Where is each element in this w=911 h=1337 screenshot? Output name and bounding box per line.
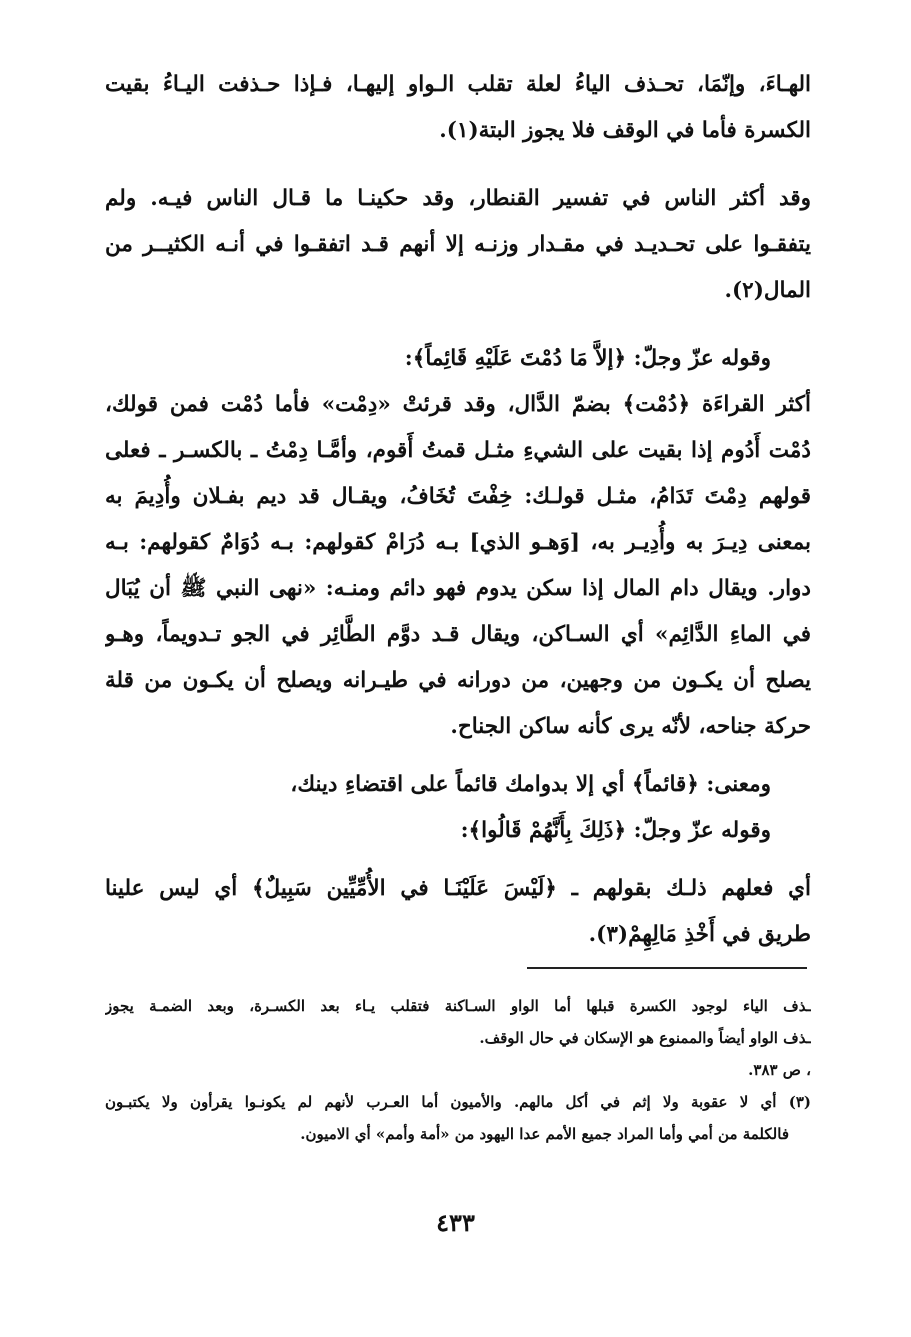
text-line: الهـاءَ، وإنّمَا، تحـذف الياءُ لعلة تقلب الـواو إليهـا، فـإذا حـذفت اليـاءُ بقيت: [105, 72, 811, 97]
verse-heading: وقوله عزّ وجلّ: ﴿ذَلِكَ بِأَنَّهُمْ قَالُوا﴾:: [460, 818, 771, 843]
main-text: [105, 62, 811, 958]
footnote-line: فالكلمة من أمي وأما المراد جميع الأمم عدا اليهود من «أمة وأمم» أي الاميون.: [300, 1125, 789, 1143]
text-line: أكثر القراءَة ﴿دُمْت﴾ بضمّ الدَّال، وقد قرئتْ «دِمْت» فأما دُمْت فمن قولك،: [105, 392, 811, 417]
text-line: وقد أكثر الناس في تفسير القنطار، وقد حكينـا ما قـال الناس فيـه. ولم: [105, 186, 811, 211]
text-line: المال(٢).: [724, 278, 811, 303]
text-line: أي فعلهم ذلـك بقولهم ـ ﴿لَيْسَ عَلَيْنَـا في الأُمِّيِّين سَبِيلٌ﴾ أي ليس علينا: [105, 876, 811, 901]
footnotes: [105, 990, 811, 1150]
text-line: دوار. ويقال دام المال إذا سكن يدوم فهو دائم ومنـه: «نهى النبي ﷺ أن يُبَال: [105, 576, 811, 601]
text-line: ومعنى: ﴿قائماً﴾ أي إلا بدوامك قائماً على اقتضاءِ دينك،: [290, 772, 771, 797]
text-line: قولهم دِمْتَ تَدَامُ، مثـل قولـك: خِفْتَ تُخَافُ، ويقـال قد ديم بفـلان وأُدِيمَ به: [105, 484, 811, 509]
footnote-line: ـذف الياء لوجود الكسرة قبلها أما الواو السـاكنة فتقلب يـاء بعد الكسـرة، وبعد الضمـة يجوز: [105, 997, 811, 1015]
footnote-divider: [527, 967, 807, 969]
verse-heading: وقوله عزّ وجلّ: ﴿إلاَّ مَا دُمْتَ عَلَيْهِ قَائِماً﴾:: [404, 346, 771, 371]
text-line: حركة جناحه، لأنّه يرى كأنه ساكن الجناح.: [450, 714, 811, 739]
text-line: دُمْت أَدُوم إذا بقيت على الشيءِ مثـل قمتُ أَقوم، وأمَّـا دِمْتُ ـ بالكسـر ـ فعلى: [105, 438, 811, 463]
footnote-line: ، ص ٣٨٣.: [748, 1061, 811, 1079]
text-line: طريق في أَخْذِ مَالِهِمْ(٣).: [588, 922, 811, 947]
text-line: في الماءِ الدَّائِم» أي السـاكن، ويقال قـد دوَّم الطَّائِر في الجو تـدويماً، وهـو: [105, 622, 811, 647]
footnote-line: (٣) أي لا عقوبة ولا إثم في أكل مالهم. والأميون أما العـرب لأنهم لم يكونـوا يقرأون ولا يكتبـون: [105, 1093, 811, 1111]
page-number: ٤٣٣: [436, 1208, 475, 1237]
text-line: يصلح أن يكـون من وجهين، من دورانه في طيـرانه ويصلح أن يكـون من قلة: [105, 668, 811, 693]
footnote-line: ـذف الواو أيضاً والممنوع هو الإسكان في حال الوقف.: [479, 1029, 811, 1047]
text-line: الكسرة فأما في الوقف فلا يجوز البتة(١).: [439, 118, 811, 143]
text-line: يتفقـوا على تحـديـد في مقـدار وزنـه إلا أنهم قـد اتفقـوا في أنـه الكثيــر من: [105, 232, 811, 257]
text-line: بمعنى دِيـرَ به وأُدِيـر به، [وَهـو الذي] بـه دُرَامْ كقولهم: بـه دُوَامٌ كقولهم: بـه: [105, 530, 811, 555]
